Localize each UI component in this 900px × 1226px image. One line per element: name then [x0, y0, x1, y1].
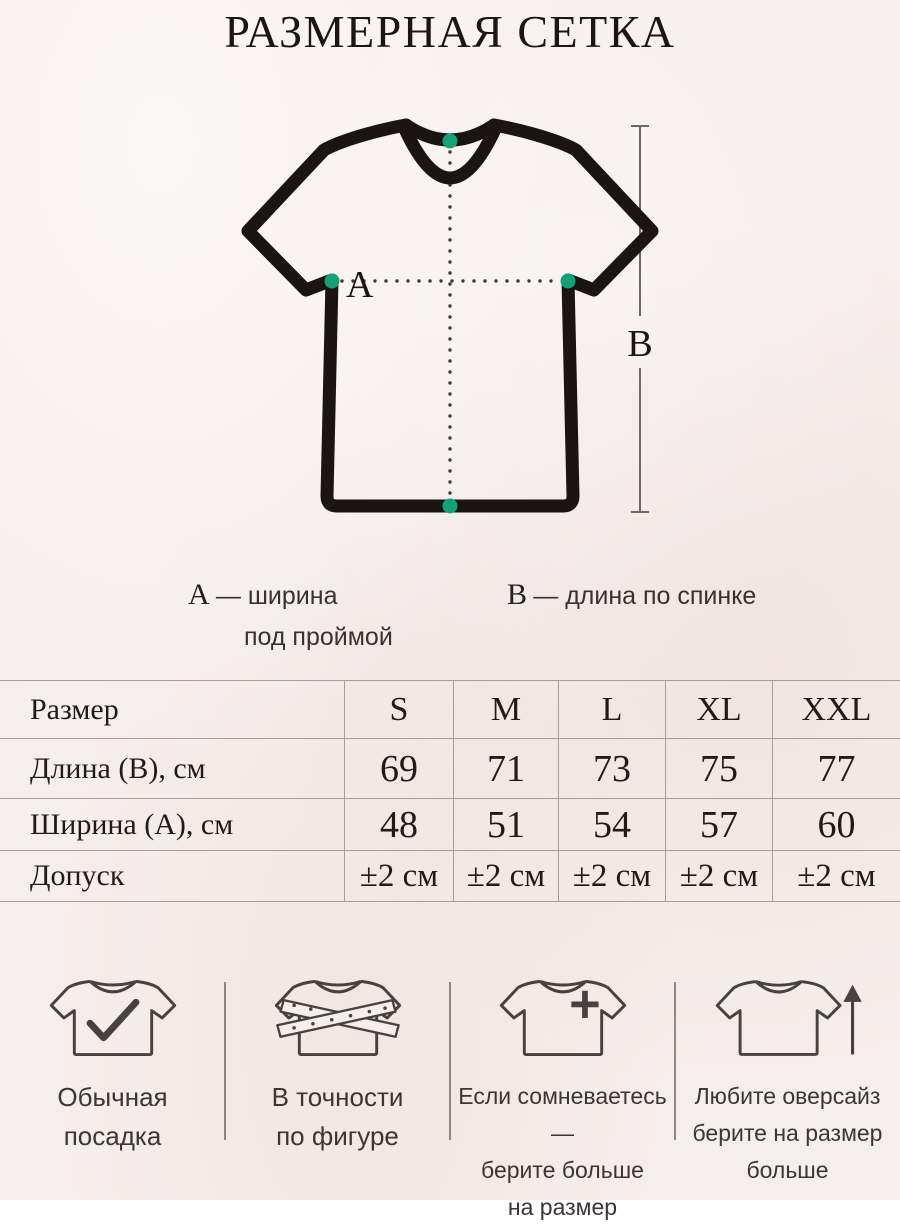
checkmark-icon [90, 1002, 136, 1038]
fit-item-regular [0, 958, 225, 1226]
fit-caption-line: В точности [271, 1082, 404, 1112]
fit-item-size-up-if-unsure [450, 958, 675, 1226]
tshirt-arrow-icon [712, 973, 864, 1065]
table-cell: S [344, 680, 453, 738]
left-armpit-dot [325, 274, 340, 289]
table-cell: ±2 см [344, 850, 453, 902]
fit-caption-line: на размер [507, 1194, 618, 1220]
footer-divider [674, 982, 676, 1140]
table-cell: ±2 см [453, 850, 558, 902]
table-cell: XXL [772, 680, 900, 738]
legend-length-b [507, 578, 756, 612]
table-cell: 54 [558, 798, 665, 850]
table-row-label: Длина (В), см [0, 738, 344, 798]
label-b: B [627, 323, 653, 365]
legend-a-letter: А [188, 578, 210, 611]
measuring-tape-icon [277, 1000, 398, 1037]
table-cell: 57 [665, 798, 772, 850]
measure-b-line [631, 126, 649, 512]
fit-item-true-to-size [225, 958, 450, 1226]
fit-caption-line: Любите оверсайз [694, 1083, 881, 1109]
fit-caption-line: посадка [63, 1121, 162, 1151]
fit-caption-line: больше [746, 1157, 829, 1183]
legend-a-text-line2: под проймой [244, 623, 393, 651]
size-table [0, 680, 900, 902]
table-cell: 71 [453, 738, 558, 798]
fit-caption-line: берите на размер [692, 1120, 883, 1146]
legend [0, 578, 900, 658]
table-row-label: Ширина (А), см [0, 798, 344, 850]
neck-dot [443, 134, 458, 149]
table-cell: ±2 см [772, 850, 900, 902]
label-a: A [346, 264, 374, 306]
table-cell: ±2 см [665, 850, 772, 902]
table-cell: 48 [344, 798, 453, 850]
plus-icon [571, 991, 598, 1018]
legend-b-text: — длина по спинке [533, 582, 757, 610]
fit-item-oversize [675, 958, 900, 1226]
legend-b-letter: В [507, 578, 528, 611]
fit-caption-line: Если сомневаетесь — [458, 1083, 667, 1146]
table-row-label: Размер [0, 680, 344, 738]
fit-caption-line: берите больше [481, 1157, 644, 1183]
hem-dot [443, 499, 458, 514]
tshirt-tape-icon [269, 973, 407, 1065]
footer-divider [449, 982, 451, 1140]
page-title: РАЗМЕРНАЯ СЕТКА [224, 6, 676, 57]
legend-width-a [188, 578, 393, 652]
table-cell: M [453, 680, 558, 738]
tshirt-plus-icon [494, 973, 632, 1065]
table-cell: 73 [558, 738, 665, 798]
table-cell: 51 [453, 798, 558, 850]
right-armpit-dot [561, 274, 576, 289]
table-row-label: Допуск [0, 850, 344, 902]
table-cell: 77 [772, 738, 900, 798]
table-cell: 75 [665, 738, 772, 798]
table-cell: 69 [344, 738, 453, 798]
tshirt-measurement-diagram [230, 100, 680, 550]
fit-caption-line: Обычная [57, 1082, 168, 1112]
arrow-up-icon [844, 986, 861, 1055]
legend-a-text: — ширина [215, 582, 338, 610]
fit-caption-line: по фигуре [276, 1121, 399, 1151]
table-cell: XL [665, 680, 772, 738]
footer-divider [224, 982, 226, 1140]
table-cell: L [558, 680, 665, 738]
tshirt-check-icon [44, 973, 182, 1065]
measure-point-dots [325, 134, 576, 514]
table-cell: ±2 см [558, 850, 665, 902]
table-cell: 60 [772, 798, 900, 850]
